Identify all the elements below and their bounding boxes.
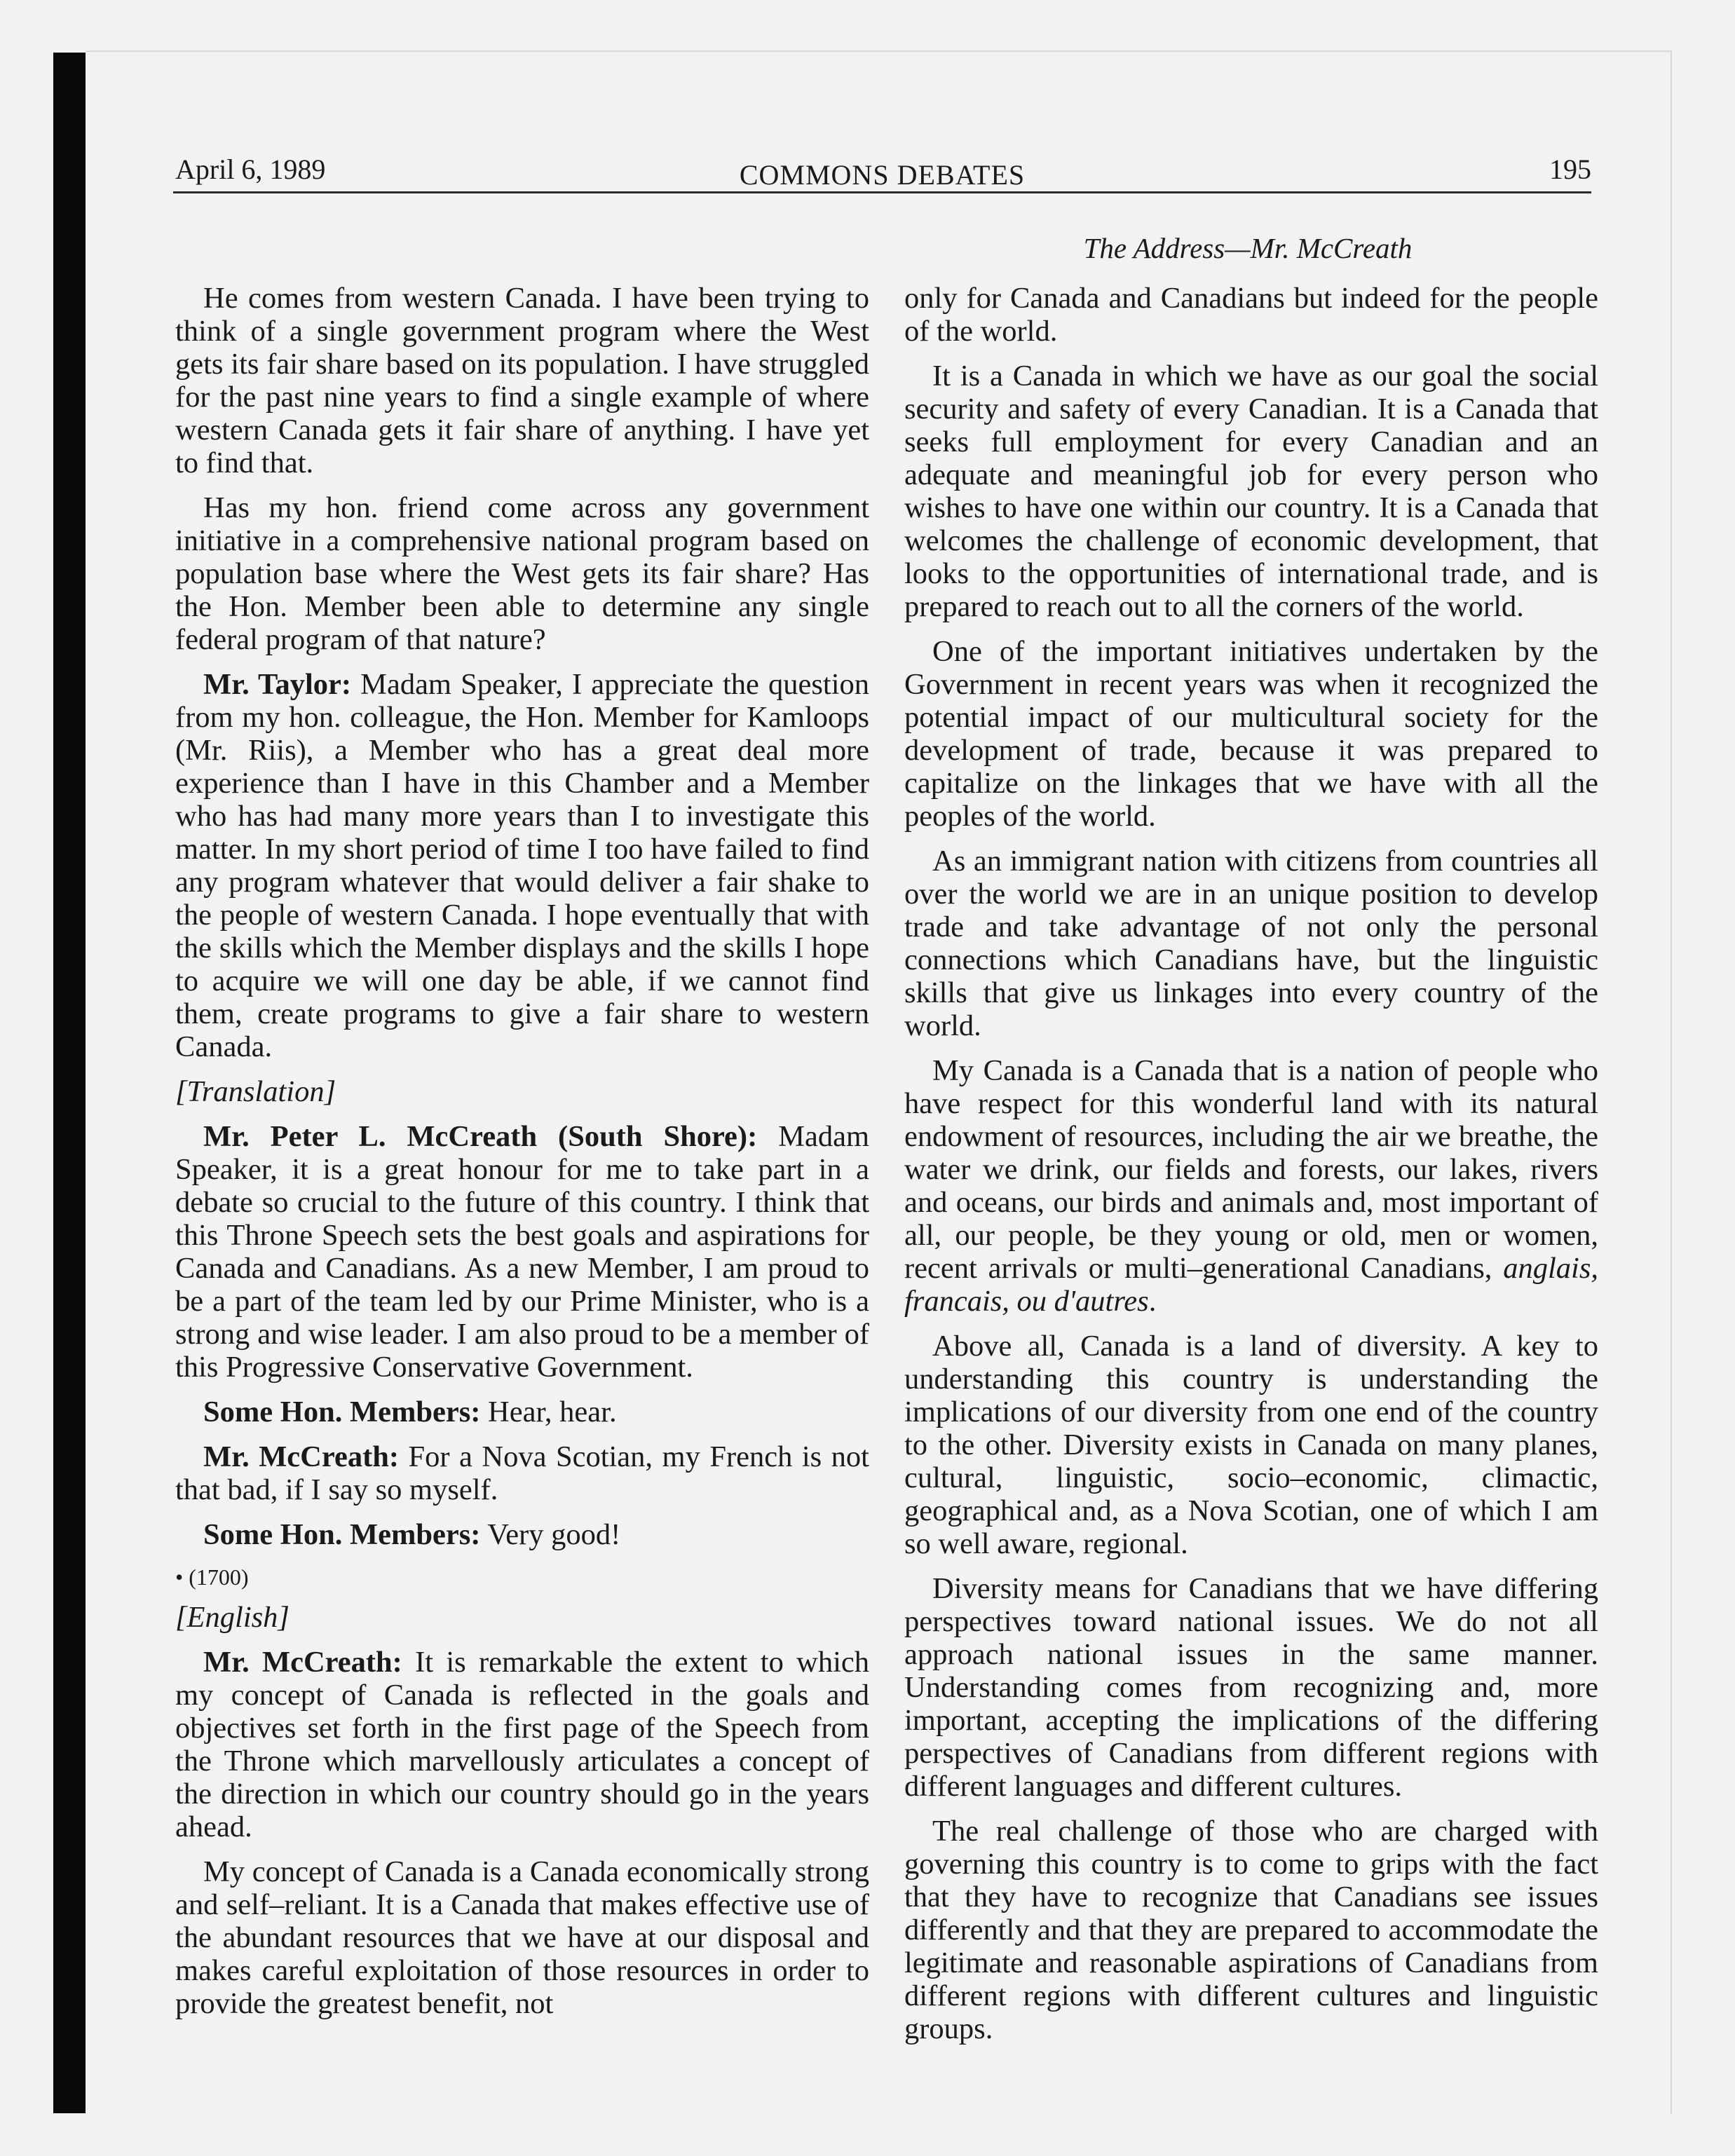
header-publication-title: COMMONS DEBATES <box>739 159 1026 191</box>
paragraph: One of the important initiatives undertaken by the Government in recent years was when it recognized the potential impact of our multicultural society for the development of trade, because it was prepared to capitalize on the linkages that we have with all the peoples of the world. <box>904 635 1598 833</box>
scan-binding-edge <box>53 53 86 2113</box>
paragraph-text: My Canada is a Canada that is a nation of people who have respect for this wonderful land with its natural endowment of resources, including the air we breathe, the water we drink, our fields and forests, our lakes, rivers and oceans, our birds and animals and, most important of all, our people, be they young or old, men or women, recent arrivals or multi–generational Canadians, <box>904 1054 1598 1285</box>
right-column <box>904 282 1598 2057</box>
header-page-number: 195 <box>1549 153 1591 185</box>
paragraph-text: . <box>1148 1285 1157 1318</box>
speech-text: Madam Speaker, it is a great honour for me to take part in a debate so crucial to the future of this country. I think that this Throne Speech sets the best goals and aspirations for Canada and Canadians. As a new Member, I am proud to be a part of the team led by our Prime Minister, who is a strong and wise leader. I am also proud to be a member of this Progressive Conservative Government. <box>175 1120 869 1384</box>
italic-phrase: anglais, francais, ou d'autres <box>904 1252 1598 1318</box>
paragraph: Diversity means for Canadians that we have differing perspectives toward national issues. We do not all approach national issues in the same manner. Understanding comes from recognizing and, more important, accepting the implications of the differing perspectives of Canadians from different regions with different languages and different cultures. <box>904 1572 1598 1803</box>
speech-text: Madam Speaker, I appreciate the question from my hon. colleague, the Hon. Member for Kamloops (Mr. Riis), a Member who has a great deal more experience than I have in this Chamber and a Member who has had many more years than I to investigate this matter. In my short period of time I too have failed to find any program whatever that would deliver a fair shake to the people of western Canada. I hope eventually that with the skills which the Member displays and the skills I hope to acquire we will one day be able, if we cannot find them, create programs to give a fair share to western Canada. <box>175 668 869 1063</box>
language-label: English <box>186 1601 278 1634</box>
paragraph <box>175 1518 869 1551</box>
paragraph: It is a Canada in which we have as our goal the social security and safety of every Canadian. It is a Canada that seeks full employment for every Canadian and an adequate and meaningful job for every person who wishes to have one within our country. It is a Canada that welcomes the challenge of economic development, that looks to the opportunities of international trade, and is prepared to reach out to all the corners of the world. <box>904 360 1598 623</box>
paragraph <box>904 1054 1598 1318</box>
speech-text: For a Nova Scotian, my French is not that bad, if I say so myself. <box>175 1440 869 1506</box>
speech-text: It is remarkable the extent to which my concept of Canada is reflected in the goals and objectives set forth in the first page of the Speech from the Throne which marvellously articulates a concept of the direction in which our country should go in the years ahead. <box>175 1646 869 1843</box>
bracket: ] <box>324 1075 336 1108</box>
bracket: [ <box>175 1601 187 1634</box>
language-marker <box>175 1601 869 1634</box>
paragraph <box>175 1440 869 1506</box>
speaker-name: Mr. Taylor: <box>203 668 352 701</box>
paragraph <box>175 668 869 1063</box>
page-header <box>173 149 1591 189</box>
paragraph <box>175 1396 869 1428</box>
scan-border <box>1671 50 1672 2115</box>
running-head: The Address—Mr. McCreath <box>1083 232 1413 264</box>
left-column <box>175 282 869 2032</box>
paragraph: Has my hon. friend come across any government initiative in a comprehensive national program based on population base where the West gets its fair share? Has the Hon. Member been able to determine any single federal program of that nature? <box>175 491 869 656</box>
speech-text: Very good! <box>480 1518 621 1551</box>
scan-border <box>86 50 1672 52</box>
paragraph: As an immigrant nation with citizens from countries all over the world we are in an unique position to develop trade and take advantage of not only the personal connections which Canadians have, but the linguistic skills that give us linkages into every country of the world. <box>904 845 1598 1042</box>
bracket: ] <box>278 1601 290 1634</box>
bracket: [ <box>175 1075 187 1108</box>
speaker-name: Mr. McCreath: <box>203 1646 402 1679</box>
header-date: April 6, 1989 <box>175 153 326 185</box>
speaker-name: Mr. Peter L. McCreath (South Shore): <box>203 1120 758 1153</box>
speaker-name: Some Hon. Members: <box>203 1396 481 1428</box>
speech-text: Hear, hear. <box>480 1396 617 1428</box>
paragraph: Above all, Canada is a land of diversity. A key to understanding this country is understanding the implications of our diversity from one end of the country to the other. Diversity exists in Canada on many planes, cultural, linguistic, socio–economic, climactic, geographical and, as a Nova Scotian, one of which I am so well aware, regional. <box>904 1330 1598 1560</box>
speaker-name: Mr. McCreath: <box>203 1440 400 1473</box>
paragraph: He comes from western Canada. I have been trying to think of a single government program where the West gets its fair share based on its population. I have struggled for the past nine years to find a single example of where western Canada gets it fair share of anything. I have yet to find that. <box>175 282 869 479</box>
paragraph: My concept of Canada is a Canada economically strong and self–reliant. It is a Canada that makes effective use of the abundant resources that we have at our disposal and makes careful exploitation of those resources in order to provide the greatest benefit, not <box>175 1855 869 2020</box>
paragraph-continuation: only for Canada and Canadians but indeed for the people of the world. <box>904 282 1598 348</box>
header-rule <box>173 191 1591 193</box>
speaker-name: Some Hon. Members: <box>203 1518 481 1551</box>
language-marker <box>175 1075 869 1108</box>
paragraph: The real challenge of those who are charged with governing this country is to come to grips with the fact that they have to recognize that Canadians see issues differently and that they are prepared to accommodate the legitimate and reasonable aspirations of Canadians from different regions with different cultures and linguistic groups. <box>904 1815 1598 2045</box>
paragraph <box>175 1646 869 1843</box>
paragraph <box>175 1120 869 1384</box>
timestamp: • (1700) <box>175 1564 249 1590</box>
language-label: Translation <box>186 1075 325 1108</box>
